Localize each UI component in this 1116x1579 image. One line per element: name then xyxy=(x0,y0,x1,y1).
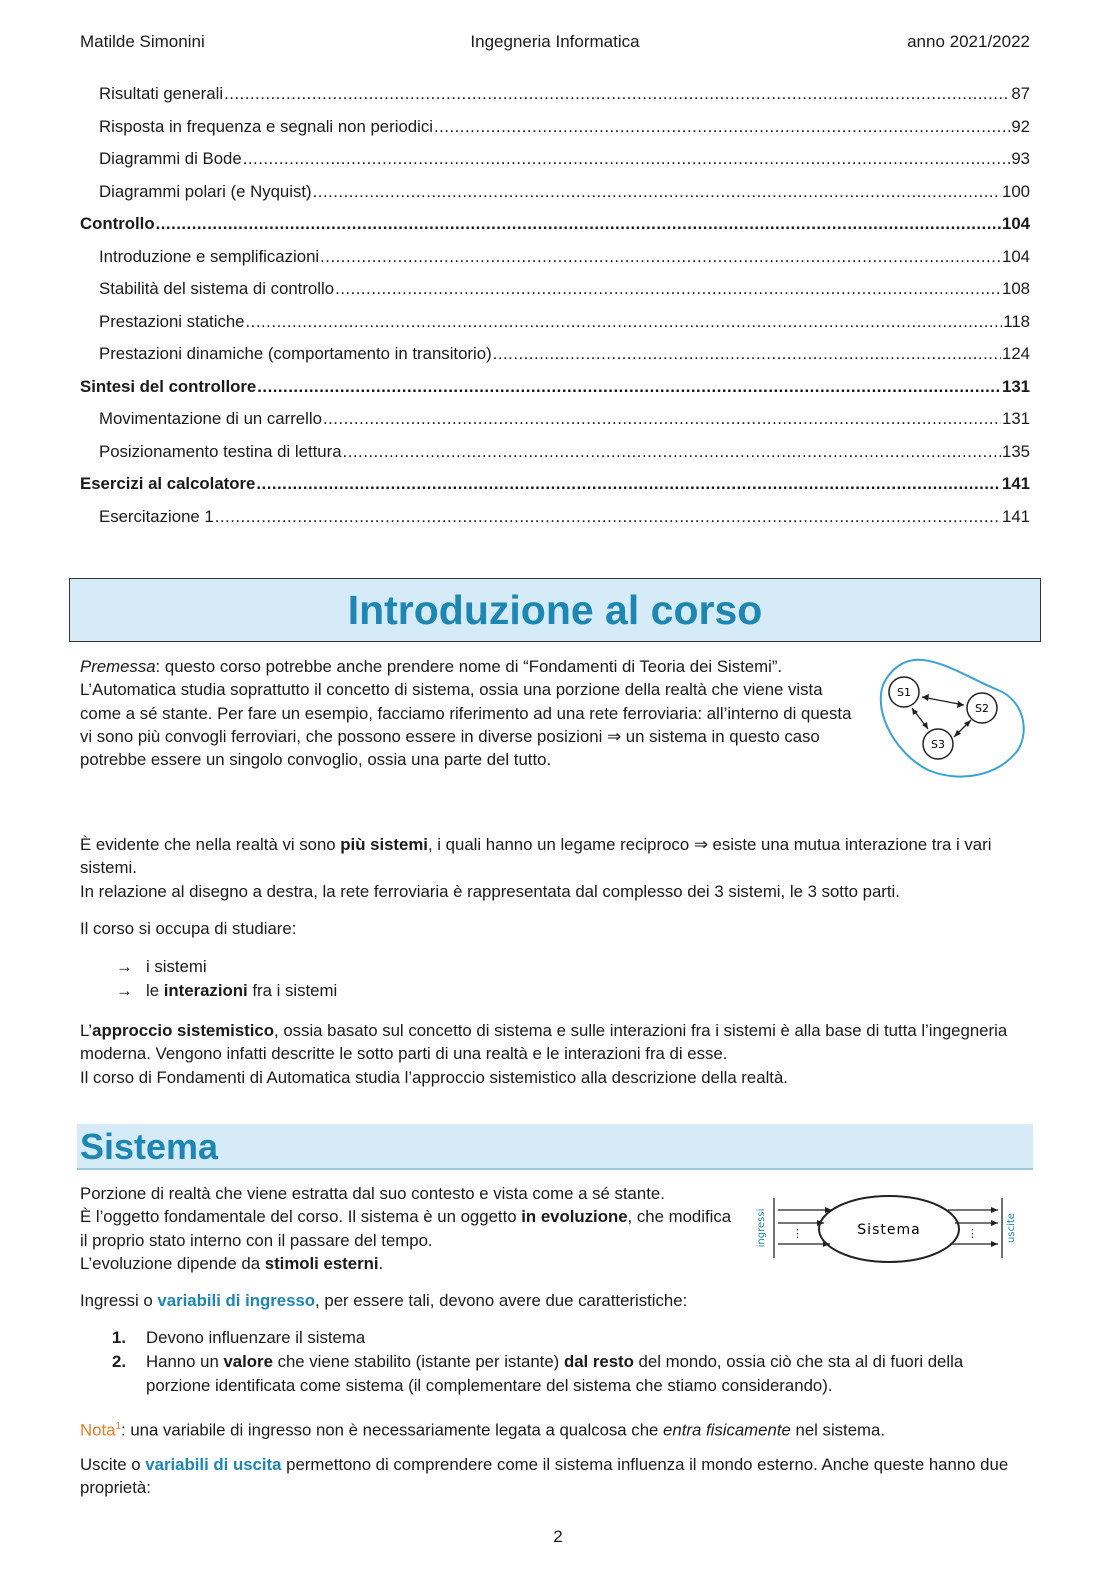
toc-entry[interactable] xyxy=(80,84,1030,117)
toc-label: Controllo xyxy=(80,214,155,233)
toc-leader xyxy=(215,507,1001,527)
toc-page: 131 xyxy=(1002,376,1030,396)
toc-label: Movimentazione di un carrello xyxy=(99,409,322,428)
section-title: Sistema xyxy=(80,1126,219,1167)
toc-page: 100 xyxy=(1002,181,1030,201)
page-number: 2 xyxy=(553,1527,563,1546)
toc-leader xyxy=(257,377,1001,397)
s3-label: S3 xyxy=(931,738,945,751)
study-list xyxy=(116,955,337,1003)
chapter-title-box xyxy=(69,578,1041,642)
toc-leader xyxy=(243,149,1011,169)
intro-paragraph-2: È evidente che nella realtà vi sono più sistemi, i quali hanno un legame reciproco ⇒ esiste una mutua interazione tra i vari sistemi. In relazione al disegno a destra, la rete ferroviaria è rappresentata dal complesso dei 3 sistemi, le 3 sotto parti. xyxy=(80,835,992,901)
toc-entry[interactable] xyxy=(80,247,1030,280)
system-label: Sistema xyxy=(857,1222,921,1238)
toc-page: 92 xyxy=(1011,116,1030,136)
toc-page: 87 xyxy=(1011,84,1030,103)
chapter-title: Introduzione al corso xyxy=(347,586,763,633)
page-header xyxy=(80,32,1030,54)
sistema-paragraph-3: Uscite o variabili di uscita permettono di comprendere come il sistema influenza il mondo esterno. Anche queste hanno due proprietà: xyxy=(80,1455,1009,1498)
toc-page: 131 xyxy=(1002,409,1030,428)
toc-leader xyxy=(434,117,1010,137)
toc-label: Risposta in frequenza e segnali non periodici xyxy=(99,116,433,136)
toc-label: Prestazioni statiche xyxy=(99,311,245,331)
toc-leader xyxy=(246,312,1003,332)
toc-leader xyxy=(323,409,1001,429)
toc-page: 118 xyxy=(1003,311,1030,331)
intro-paragraph-3: Il corso si occupa di studiare: xyxy=(80,919,297,938)
list-item: 1. Devono influenzare il sistema xyxy=(112,1328,366,1347)
premessa: Premessa: questo corso potrebbe anche prendere nome di “Fondamenti di Teoria dei Sistemi”. xyxy=(80,657,783,676)
system-io-diagram xyxy=(752,1190,1032,1270)
toc-page: 108 xyxy=(1002,279,1030,298)
toc-entry[interactable] xyxy=(80,442,1030,475)
s2-label: S2 xyxy=(975,702,989,715)
nota-paragraph: Nota$^1$: una variabile di ingresso non è necessariamente legata a qualcosa che entra fisicamente nel sistema. xyxy=(80,1420,886,1440)
toc-entry[interactable] xyxy=(80,214,1030,247)
toc-entry[interactable] xyxy=(80,344,1030,377)
toc-entry[interactable] xyxy=(80,117,1030,150)
toc-leader xyxy=(343,442,1001,462)
toc-leader xyxy=(320,247,1001,267)
toc-page: 141 xyxy=(1002,474,1030,493)
header-course: Ingegneria Informatica xyxy=(470,32,640,51)
toc-page: 104 xyxy=(1002,214,1030,233)
toc-label: Diagrammi di Bode xyxy=(99,149,242,168)
toc-label: Stabilità del sistema di controllo xyxy=(99,279,335,298)
toc-leader xyxy=(256,474,1001,494)
input-properties-list xyxy=(112,1326,1032,1398)
intro-paragraph xyxy=(80,655,855,771)
table-of-contents xyxy=(80,84,1030,539)
sistema-paragraph-1: Porzione di realtà che viene estratta dal suo contesto e vista come a sé stante. È l’oggetto fondamentale del corso. Il sistema è un oggetto in evoluzione, che modifica il proprio stato interno con il passare del tempo. L’evoluzione dipende da stimoli esterni. xyxy=(80,1184,732,1273)
toc-entry[interactable] xyxy=(80,409,1030,442)
toc-label: Introduzione e semplificazioni xyxy=(99,246,320,266)
toc-label: Sintesi del controllore xyxy=(80,376,257,396)
toc-leader xyxy=(335,279,1001,299)
toc-entry[interactable] xyxy=(80,312,1030,345)
intro-p1: L’Automatica studia soprattutto il concetto di sistema, ossia una porzione della realtà che viene vista come a sé stante. Per fare un esempio, facciamo riferimento ad una rete ferroviaria: all’interno di questa vi sono più convogli ferroviari, che possono essere in diverse posizioni ⇒ un sistema in questo caso potrebbe essere un singolo convoglio, ossia una parte del tutto. xyxy=(80,680,852,770)
list-item: 2. Hanno un valore che viene stabilito (istante per istante) dal resto del mondo, ossia ciò che sta al di fuori della porzione identificata come sistema (il complementare del sistema che stiamo considerando). xyxy=(112,1352,964,1395)
toc-entry[interactable] xyxy=(80,377,1030,410)
outputs-label: uscite xyxy=(1006,1213,1017,1243)
toc-leader xyxy=(493,344,1001,364)
toc-leader xyxy=(313,182,1001,202)
list-item: → le interazioni fra i sistemi xyxy=(116,979,337,1003)
toc-leader xyxy=(156,214,1001,234)
svg-text:⋮: ⋮ xyxy=(792,1227,803,1240)
toc-page: 124 xyxy=(1002,344,1030,363)
toc-entry[interactable] xyxy=(80,279,1030,312)
header-year: anno 2021/2022 xyxy=(907,32,1030,51)
arrow-icon: → xyxy=(116,981,133,1000)
inputs-label: ingressi xyxy=(756,1208,767,1248)
toc-entry[interactable] xyxy=(80,149,1030,182)
toc-label: Risultati generali xyxy=(99,84,224,103)
list-item: → i sistemi xyxy=(116,955,337,979)
toc-entry[interactable] xyxy=(80,474,1030,507)
toc-label: Posizionamento testina di lettura xyxy=(99,441,342,461)
header-author: Matilde Simonini xyxy=(80,32,205,51)
svg-text:⋮: ⋮ xyxy=(967,1227,978,1240)
toc-label: Prestazioni dinamiche (comportamento in transitorio) xyxy=(99,344,492,363)
systems-interaction-diagram xyxy=(868,655,1028,785)
footnote-ref[interactable]: 1 xyxy=(115,1421,122,1432)
arrow-icon: → xyxy=(116,957,133,976)
sistema-paragraph-2: Ingressi o variabili di ingresso, per essere tali, devono avere due caratteristiche: xyxy=(80,1291,688,1310)
toc-label: Esercitazione 1 xyxy=(99,506,214,526)
toc-label: Diagrammi polari (e Nyquist) xyxy=(99,181,312,201)
toc-label: Esercizi al calcolatore xyxy=(80,474,256,493)
toc-entry[interactable] xyxy=(80,182,1030,215)
toc-leader xyxy=(224,84,1010,104)
toc-page: 104 xyxy=(1002,246,1030,266)
section-title-box xyxy=(77,1124,1033,1170)
toc-page: 93 xyxy=(1011,149,1030,168)
s1-label: S1 xyxy=(897,686,911,699)
toc-entry[interactable] xyxy=(80,507,1030,540)
intro-paragraph-4: L’approccio sistemistico, ossia basato sul concetto di sistema e sulle interazioni fra i sistemi è alla base di tutta l’ingegneria moderna. Vengono infatti descritte le sotto parti di una realtà e le interazioni fra di esse. Il corso di Fondamenti di Automatica studia l’approccio sistemistico alla descrizione della realtà. xyxy=(80,1021,1008,1087)
toc-page: 141 xyxy=(1002,506,1030,526)
toc-page: 135 xyxy=(1002,441,1030,461)
